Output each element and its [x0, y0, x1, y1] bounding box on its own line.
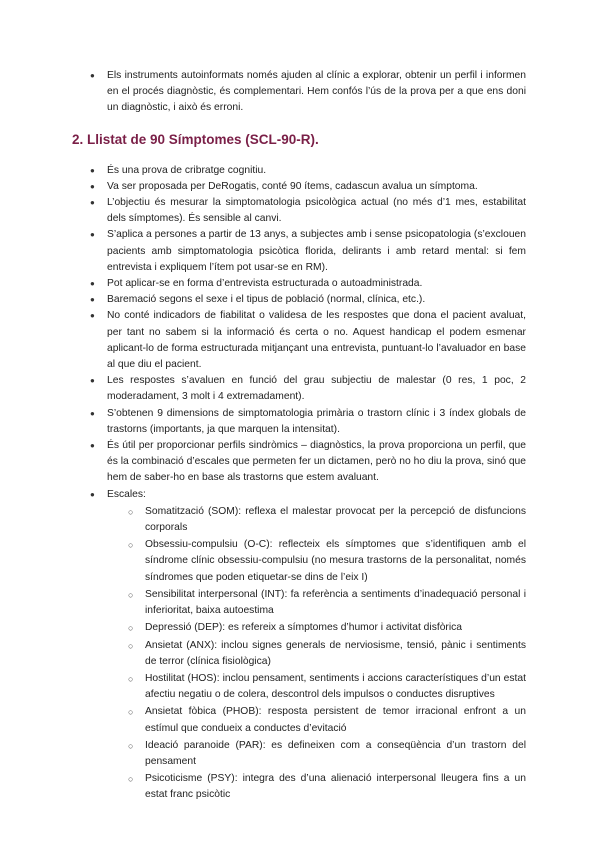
scale-item-par: ○ Ideació paranoide (PAR): es defineixen com a conseqüència d’un trastorn del pensament [145, 738, 526, 770]
scale-item-oc: ○ Obsessiu-compulsiu (O-C): reflecteix els símptomes que s’identifiquen amb el síndrome clínic obsessiu-compulsiu (no mesura trastorns de la personalitat, només síndromes que poden etiquetar-se dins de l’eix I) [145, 537, 526, 586]
intro-list [0, 68, 600, 117]
list-item: ● S’obtenen 9 dimensions de simptomatologia primària o trastorn clínic i 3 índex globals de trastorns (importants, ja que marquen la intensitat). [107, 406, 526, 438]
scale-item-psy: ○ Psicoticisme (PSY): integra des d’una alienació interpersonal lleugera fins a un estat franc psicòtic [145, 771, 526, 803]
scale-item-int: ○ Sensibilitat interpersonal (INT): fa referència a sentiments d’inadequació personal i inferioritat, baixa autoestima [145, 587, 526, 619]
list-item: ● Baremació segons el sexe i el tipus de població (normal, clínica, etc.). [107, 292, 526, 308]
scale-item-hos: ○ Hostilitat (HOS): inclou pensament, sentiments i accions característiques d’un estat afectiu negatiu o de colera, descontrol dels impulsos o conductes disruptives [145, 671, 526, 703]
list-item: ● Les respostes s’avaluen en funció del grau subjectiu de malestar (0 res, 1 poc, 2 moderadament, 3 molt i 4 extremadament). [107, 373, 526, 405]
section-heading: 2. Llistat de 90 Símptomes (SCL-90-R). [72, 131, 319, 147]
intro-item: ● Els instruments autoinformats només ajuden al clínic a explorar, obtenir un perfil i informen en el procés diagnòstic, és complementari. Hem confós l’ús de la prova per a que ens doni un diagnòstic, i això és erroni. [107, 68, 526, 117]
scales-item [107, 487, 526, 804]
scale-item-phob: ○ Ansietat fòbica (PHOB): resposta persistent de temor irracional enfront a un estímul que condueix a conductes d’evitació [145, 704, 526, 736]
scale-item-som: ○ Somatització (SOM): reflexa el malestar provocat per la percepció de disfuncions corporals [145, 504, 526, 536]
document-content [0, 68, 600, 805]
list-item: ● No conté indicadors de fiabilitat o validesa de les respostes que dona el pacient avaluat, per tant no sabem si la informació és certa o no. Aquest handicap el podem esmenar aplicant-lo de forma estructurada mitjançant una entrevista, puntuant-lo l’avaluador en base al que diu el pacient. [107, 308, 526, 373]
list-item: ● S’aplica a persones a partir de 13 anys, a subjectes amb i sense psicopatologia (s’exclouen pacients amb simptomatologia psicòtica florida, delirants i amb retard mental: si fem entrevista i expliquem l’ítem pot usar-se en RM). [107, 227, 526, 276]
list-item: ● L’objectiu és mesurar la simptomatologia psicològica actual (no més d’1 mes, estabilitat dels símptomes). És sensible al canvi. [107, 195, 526, 227]
list-item: ● Pot aplicar-se en forma d’entrevista estructurada o autoadministrada. [107, 276, 526, 292]
scale-item-anx: ○ Ansietat (ANX): inclou signes generals de nerviosisme, tensió, pànic i sentiments de terror (clínica fisiològica) [145, 638, 526, 670]
section-bullet-list [0, 163, 600, 804]
list-item: ● És útil per proporcionar perfils sindròmics – diagnòstics, la prova proporciona un perfil, que és la combinació d’escales que permeten fer un dictamen, però no ho diu la prova, sinó que hem de saber-ho en base als trastorns que estem avaluant. [107, 438, 526, 487]
list-item: ● És una prova de cribratge cognitiu. [107, 163, 526, 179]
scales-label: Escales: [107, 488, 146, 500]
scales-list [107, 504, 526, 804]
scale-item-dep: ○ Depressió (DEP): es refereix a símptomes d’humor i activitat disfòrica [145, 620, 526, 636]
list-item: ● Va ser proposada per DeRogatis, conté 90 ítems, cadascun avalua un símptoma. [107, 179, 526, 195]
